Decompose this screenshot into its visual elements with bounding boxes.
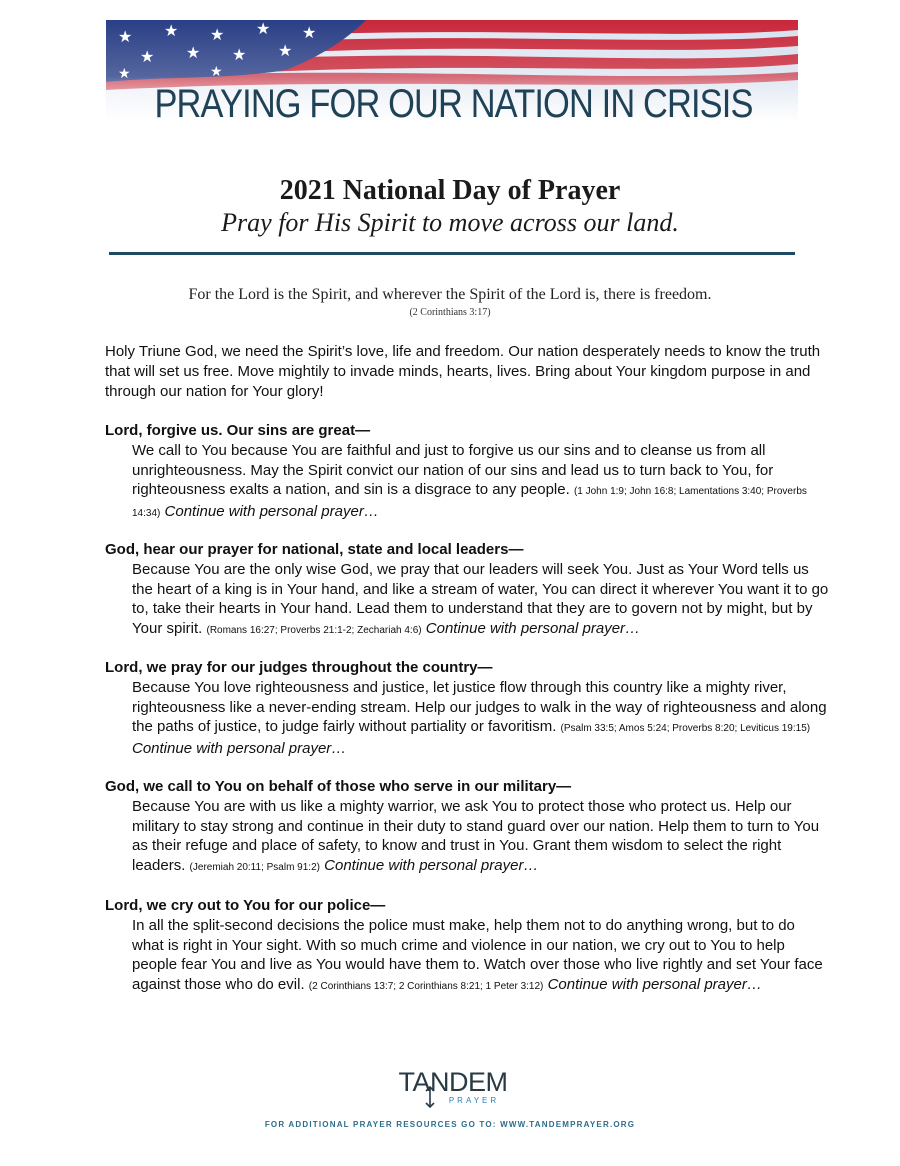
scripture-refs: (Jeremiah 20:11; Psalm 91:2)	[189, 862, 320, 874]
scripture-refs: (1 John 1:9; John 16:8; Lamentations 3:40; Proverbs 14:34)	[132, 486, 807, 520]
section-paragraph	[132, 441, 830, 524]
footer-resources-link[interactable]: FOR ADDITIONAL PRAYER RESOURCES GO TO: WWW.TANDEMPRAYER.ORG	[264, 1120, 636, 1129]
section-text: In all the split-second decisions the police must make, help them not to do anything wrong, but to do what is right in Your sight. With so much crime and violence in our nation, we cry out to You to help people fear You and live as You would have them to. Watch over those who live rightly and set Your face against those who do evil.	[132, 916, 823, 994]
section-text: We call to You because You are faithful and just to forgive us our sins and to cleanse us from all unrighteousness. May the Spirit convict our nation of our sins and lead us to turn back to You, for righteousness exalts a nation, and sin is a disgrace to any people.	[132, 441, 774, 499]
scripture-refs: (Romans 16:27; Proverbs 21:1-2; Zechariah 4:6)	[206, 625, 422, 637]
flag-banner	[106, 20, 798, 122]
section-paragraph	[132, 678, 830, 759]
continue-prompt: Continue with personal prayer…	[324, 857, 539, 875]
section-text: Because You are with us like a mighty warrior, we ask You to protect those who protect us. Help our military to stay strong and continue in their duty to stand guard over our nation. Help them to turn to You as their refuge and place of safety, to know and trust in You. Grant them wisdom to select the right leaders.	[132, 797, 820, 875]
page-title: 2021 National Day of Prayer	[279, 175, 621, 206]
up-down-arrow-icon	[423, 1086, 437, 1108]
section-paragraph	[132, 797, 830, 878]
scripture-refs: (Psalm 33:5; Amos 5:24; Proverbs 8:20; Leviticus 19:15)	[560, 723, 811, 735]
section-text: Because You are the only wise God, we pray that our leaders will seek You. Just as Your Word tells us the heart of a king is in Your hand, and like a stream of water, You can direct it wherever You want it to go to, take their hearts in Your hand. Lead them to understand that they are to govern not by might, but by Your spirit.	[132, 560, 829, 638]
scripture-refs: (2 Corinthians 13:7; 2 Corinthians 8:21; 1 Peter 3:12)	[308, 981, 544, 993]
banner-title: PRAYING FOR OUR NATION IN CRISIS	[154, 82, 753, 122]
intro-paragraph: Holy Triune God, we need the Spirit’s love, life and freedom. Our nation desperately needs to know the truth that will set us free. Move mightily to invade minds, hearts, lives. Bring about Your kingdom purpose in and through our nation for Your glory!	[105, 343, 821, 400]
section-heading: Lord, we cry out to You for our police—	[105, 897, 386, 914]
section-text: Because You love righteousness and justice, let justice flow through this country like a mighty river, righteousness like a never-ending stream. Help our judges to walk in the way of righteousness and along the paths of justice, to judge fairly without partiality or favoritism.	[132, 678, 827, 736]
continue-prompt: Continue with personal prayer…	[132, 740, 347, 758]
section-heading: Lord, we pray for our judges throughout the country—	[105, 659, 493, 676]
continue-prompt: Continue with personal prayer…	[547, 976, 762, 994]
logo-subtitle: PRAYER	[448, 1096, 500, 1105]
title-divider	[109, 252, 795, 255]
prayer-section-police	[105, 896, 825, 997]
section-heading: God, hear our prayer for national, state and local leaders—	[105, 541, 524, 558]
prayer-section-military	[105, 777, 825, 878]
continue-prompt: Continue with personal prayer…	[164, 503, 379, 521]
section-paragraph	[132, 560, 830, 641]
scripture-reference: (2 Corinthians 3:17)	[409, 307, 491, 318]
section-heading: Lord, forgive us. Our sins are great—	[105, 422, 371, 439]
continue-prompt: Continue with personal prayer…	[425, 620, 641, 638]
page-subtitle: Pray for His Spirit to move across our land.	[221, 208, 679, 237]
section-heading: God, we call to You on behalf of those who serve in our military—	[105, 778, 572, 795]
prayer-section-leaders	[105, 540, 829, 641]
prayer-section-forgiveness	[105, 421, 825, 524]
scripture-verse: For the Lord is the Spirit, and wherever the Spirit of the Lord is, there is freedom.	[188, 286, 712, 303]
prayer-section-judges	[105, 658, 825, 759]
logo-wordmark: TANDEM	[398, 1067, 508, 1097]
section-paragraph	[132, 916, 830, 997]
tandem-prayer-logo	[393, 1068, 513, 1116]
